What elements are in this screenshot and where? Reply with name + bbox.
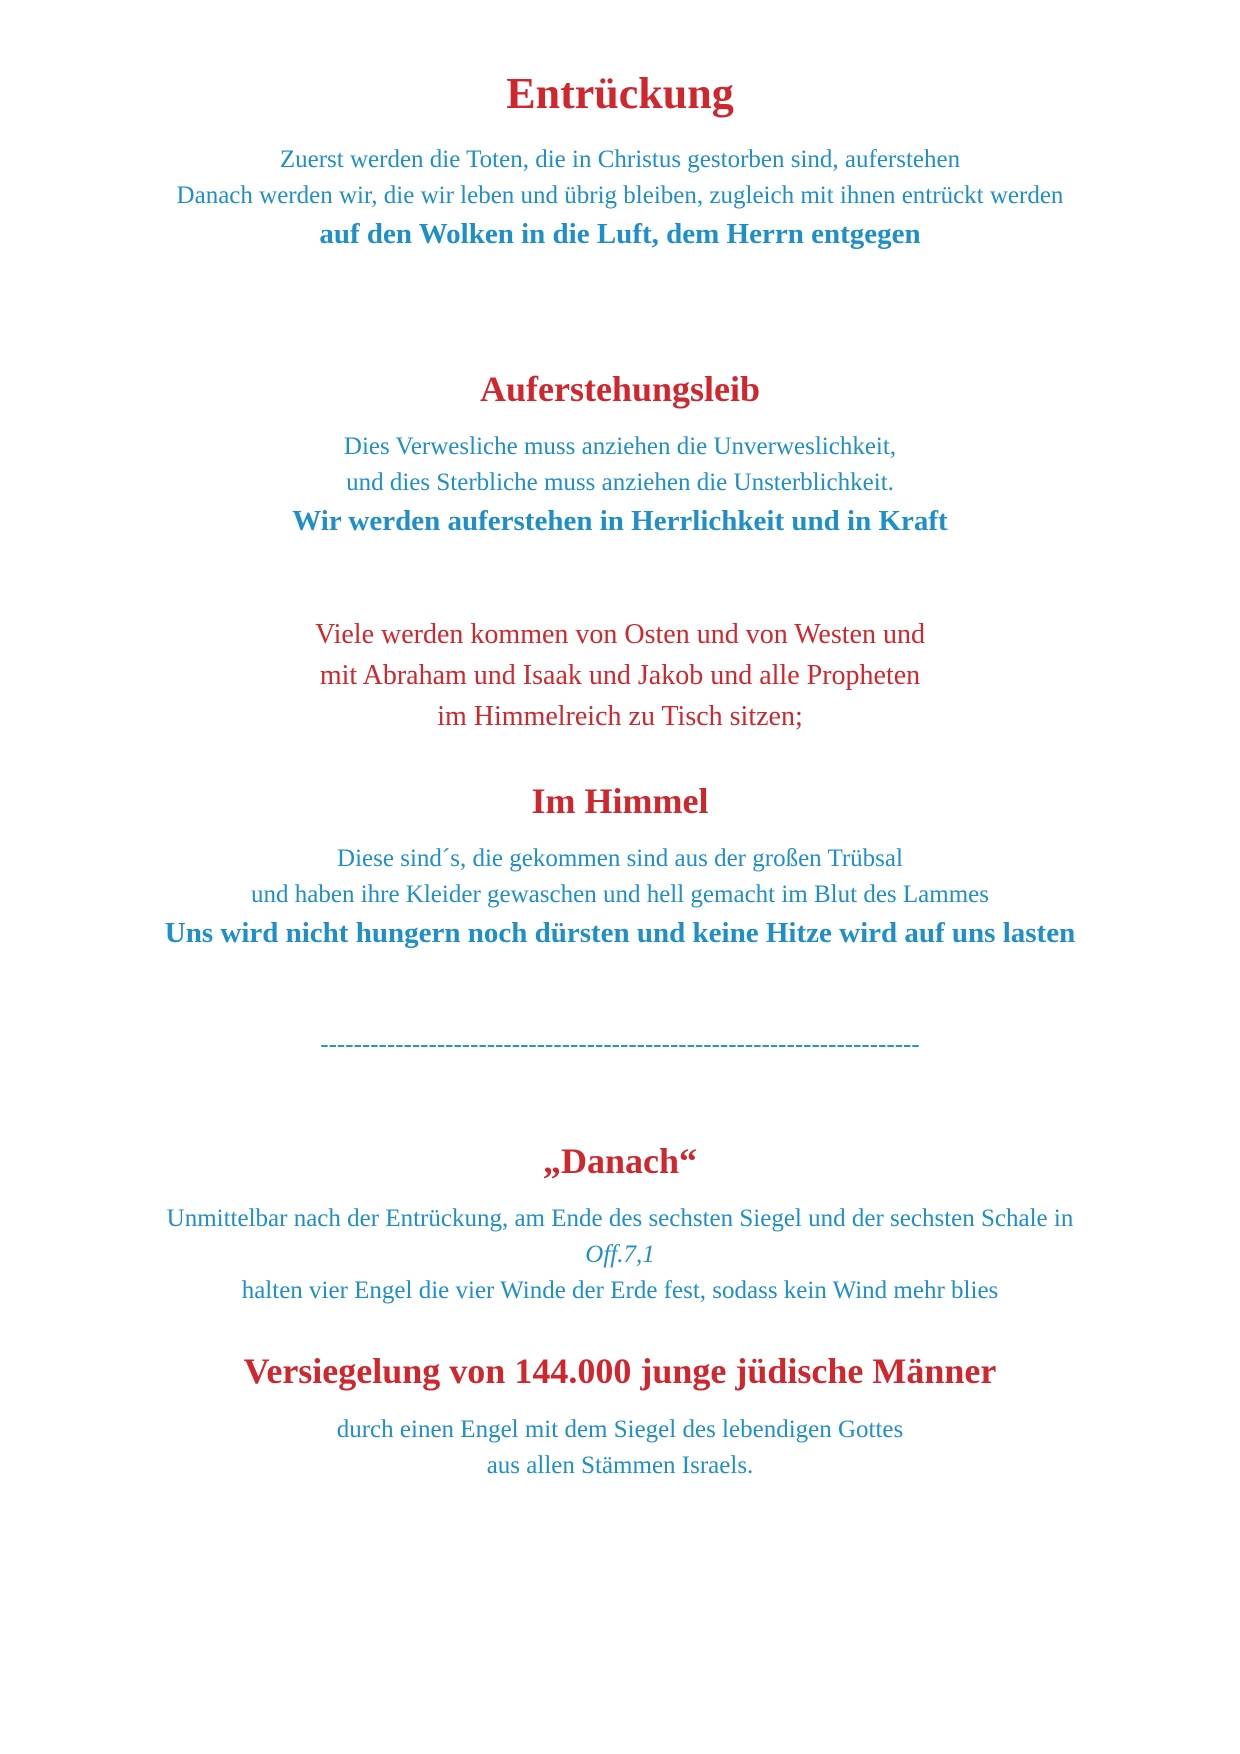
section-text-line: aus allen Stämmen Israels. [486,1452,754,1479]
scripture-reference: Off.7,1 [585,1241,655,1268]
quote-line: im Himmelreich zu Tisch sitzen; [437,701,803,732]
section-text-line: und haben ihre Kleider gewaschen und hell gemacht im Blut des Lammes [251,881,989,908]
section-text-line: Zuerst werden die Toten, die in Christus gestorben sind, auferstehen [279,146,961,173]
section-emphasis: Uns wird nicht hungern noch dürsten und keine Hitze wird auf uns lasten [164,917,1076,949]
section-text-line: Diese sind´s, die gekommen sind aus der großen Trübsal [337,845,903,872]
section-text-line: durch einen Engel mit dem Siegel des lebendigen Gottes [336,1416,904,1443]
divider: ------------------------------------------------------------------------ [320,1031,920,1058]
section-text-line: und dies Sterbliche muss anziehen die Unsterblichkeit. [346,469,894,496]
section-title-auferstehungsleib: Auferstehungsleib [479,369,761,409]
section-text-line: Unmittelbar nach der Entrückung, am Ende des sechsten Siegel und der sechsten Schale in [166,1205,1074,1232]
section-title-danach: „Danach“ [542,1141,698,1181]
quote-line: mit Abraham und Isaak und Jakob und alle Propheten [319,660,921,691]
section-emphasis: Wir werden auferstehen in Herrlichkeit und in Kraft [292,505,948,537]
section-title-versiegelung: Versiegelung von 144.000 junge jüdische Männer [243,1351,997,1391]
section-title-entrueckung: Entrückung [506,69,734,118]
section-text-line: halten vier Engel die vier Winde der Erde fest, sodass kein Wind mehr blies [241,1277,999,1304]
section-text-line: Danach werden wir, die wir leben und übrig bleiben, zugleich mit ihnen entrückt werden [176,182,1064,209]
section-emphasis: auf den Wolken in die Luft, dem Herrn entgegen [319,218,921,250]
quote-line: Viele werden kommen von Osten und von Westen und [315,619,925,650]
section-title-im-himmel: Im Himmel [531,781,709,821]
section-text-line: Dies Verwesliche muss anziehen die Unverweslichkeit, [343,433,897,460]
